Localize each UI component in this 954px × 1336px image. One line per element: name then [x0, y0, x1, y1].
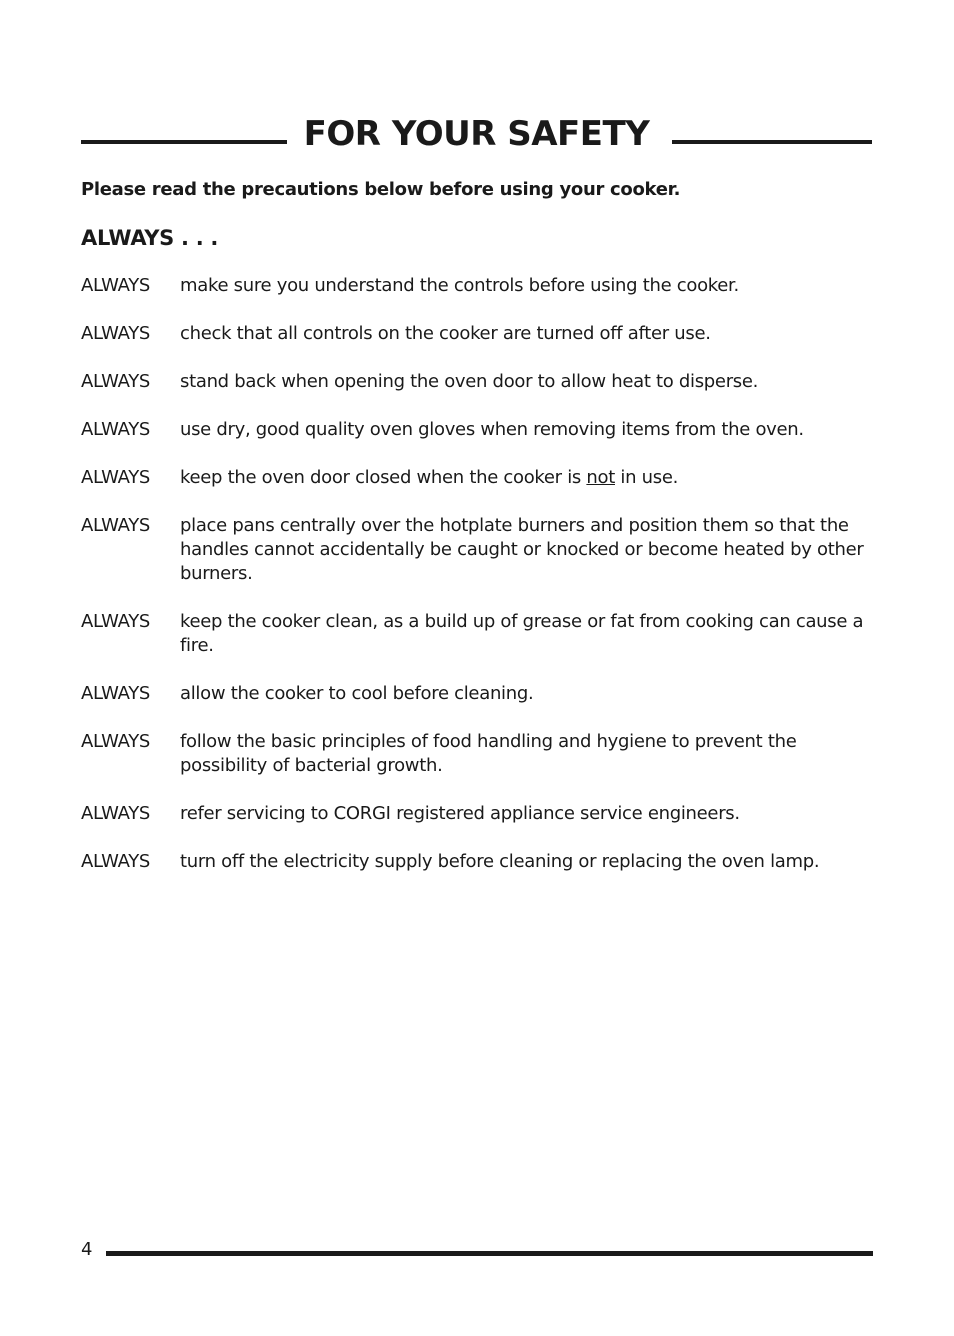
- precautions-list: [81, 274, 881, 898]
- section-heading: ALWAYS . . .: [81, 226, 219, 250]
- item-text: follow the basic principles of food handling and hygiene to prevent the possibility of bacterial growth.: [180, 731, 797, 776]
- item-text: [180, 466, 881, 490]
- page-title-row: [81, 112, 872, 156]
- list-item: [81, 802, 881, 826]
- item-keyword: ALWAYS: [81, 371, 151, 392]
- item-keyword: ALWAYS: [81, 275, 151, 296]
- item-keyword: ALWAYS: [81, 731, 151, 752]
- item-keyword: ALWAYS: [81, 683, 151, 704]
- title-rule-right: [672, 140, 872, 144]
- item-text: use dry, good quality oven gloves when removing items from the oven.: [180, 419, 804, 440]
- page-number: 4: [81, 1239, 93, 1260]
- item-text: check that all controls on the cooker are turned off after use.: [180, 323, 711, 344]
- item-text-before: keep the oven door closed when the cooker is: [180, 467, 587, 488]
- item-keyword: ALWAYS: [81, 419, 151, 440]
- item-keyword: ALWAYS: [81, 467, 151, 488]
- item-keyword: ALWAYS: [81, 515, 151, 536]
- footer-rule: [106, 1251, 873, 1256]
- list-item: [81, 610, 881, 658]
- list-item: [81, 466, 881, 490]
- list-item: [81, 418, 881, 442]
- item-text: place pans centrally over the hotplate burners and position them so that the handles cannot accidentally be caught or knocked or become heated by other burners.: [180, 515, 864, 584]
- list-item: [81, 682, 881, 706]
- page-title: FOR YOUR SAFETY: [303, 114, 650, 154]
- list-item: [81, 730, 881, 778]
- list-item: [81, 850, 881, 874]
- item-text: make sure you understand the controls before using the cooker.: [180, 275, 739, 296]
- item-text: stand back when opening the oven door to allow heat to disperse.: [180, 371, 759, 392]
- item-text: allow the cooker to cool before cleaning.: [180, 683, 534, 704]
- list-item: [81, 322, 881, 346]
- item-keyword: ALWAYS: [81, 323, 151, 344]
- list-item: [81, 370, 881, 394]
- item-text: turn off the electricity supply before cleaning or replacing the oven lamp.: [180, 851, 820, 872]
- item-keyword: ALWAYS: [81, 803, 151, 824]
- list-item: [81, 274, 881, 298]
- item-keyword: ALWAYS: [81, 851, 151, 872]
- list-item: [81, 514, 881, 586]
- item-text: keep the cooker clean, as a build up of grease or fat from cooking can cause a fire.: [180, 611, 864, 656]
- item-text: refer servicing to CORGI registered appliance service engineers.: [180, 803, 740, 824]
- item-text-after: in use.: [614, 467, 679, 488]
- item-text-emphasis: not: [586, 467, 615, 488]
- intro-text: Please read the precautions below before using your cooker.: [81, 179, 681, 200]
- item-keyword: ALWAYS: [81, 611, 151, 632]
